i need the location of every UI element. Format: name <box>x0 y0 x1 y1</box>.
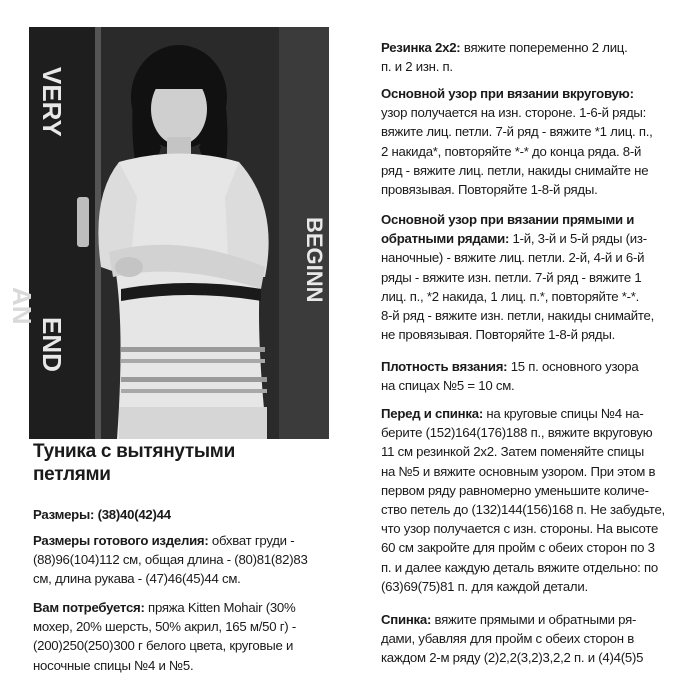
front-back-line-1: на круговые спицы №4 на- <box>482 406 644 421</box>
finished-size-block <box>33 531 333 589</box>
front-back-line-2: берите (152)164(176)188 п., вяжите вкруговую <box>381 425 653 441</box>
materials-line-2: мохер, 20% шерсть, 50% акрил, 165 м/50 г) - <box>33 619 296 635</box>
finished-line-2: (88)96(104)112 см, общая длина - (80)81(82)83 <box>33 552 308 568</box>
round-pattern-block <box>381 84 683 199</box>
sizes-block <box>33 505 333 524</box>
sizes-label: Размеры: <box>33 507 95 522</box>
flat-label-1: Основной узор при вязании прямыми и <box>381 212 635 227</box>
rib-block <box>381 38 683 76</box>
round-line-3: 2 накида*, повторяйте *-* до конца ряда. 8-й <box>381 143 642 159</box>
rib-line-1: вяжите попеременно 2 лиц. <box>460 40 628 55</box>
flat-line-3: ряды - вяжите изн. петли. 7-й ряд - вяжите 1 <box>381 269 642 285</box>
flat-line-2: наночные) - вяжите лиц. петли. 2-й, 4-й и 6-й <box>381 250 645 266</box>
front-back-line-6: ство петель до (132)144(156)168 п. Не забудьте, <box>381 502 665 518</box>
sizes-value: (38)40(42)44 <box>94 507 171 522</box>
article-title-line-2: петлями <box>33 464 111 485</box>
round-line-5: провязывая. Повторяйте 1-8-й ряды. <box>381 182 598 198</box>
front-back-line-4: на №5 и вяжите основным узором. При этом в <box>381 463 656 479</box>
materials-block <box>33 598 333 675</box>
sign-text-beginn: BEGINN <box>302 217 327 303</box>
flat-line-4: лиц. п., *2 накида, 1 лиц. п.*, повторяйте *-*. <box>381 288 640 304</box>
back-line-1: вяжите прямыми и обратными ря- <box>431 612 637 627</box>
front-back-label: Перед и спинка: <box>381 406 483 421</box>
sign-text-very: VERY <box>37 67 67 137</box>
sign-text-end: END <box>37 317 67 372</box>
back-block <box>381 610 683 668</box>
round-line-2: вяжите лиц. петли. 7-й ряд - вяжите *1 лиц. п., <box>381 124 653 140</box>
gauge-line-1: 15 п. основного узора <box>507 359 639 374</box>
materials-line-4: носочные спицы №4 и №5. <box>33 657 194 673</box>
back-label: Спинка: <box>381 612 432 627</box>
gauge-line-2: на спицах №5 = 10 см. <box>381 378 515 394</box>
front-back-block <box>381 404 683 596</box>
round-line-4: ряд - вяжите лиц. петли, накиды снимайте не <box>381 162 649 178</box>
finished-label: Размеры готового изделия: <box>33 533 209 548</box>
front-back-line-7: что узор получается с изн. стороны. На высоте <box>381 521 659 537</box>
tunic-photo <box>7 27 329 439</box>
front-back-line-3: 11 см резинкой 2х2. Затем поменяйте спицы <box>381 444 645 460</box>
rib-label: Резинка 2х2: <box>381 40 461 55</box>
round-label: Основной узор при вязании вкруговую: <box>381 86 634 101</box>
front-back-line-8: 60 см закройте для пройм с обеих сторон по 3 <box>381 540 655 556</box>
flat-line-5: 8-й ряд - вяжите изн. петли, накиды снимайте, <box>381 308 655 324</box>
back-line-3: каждом 2-м ряду (2)2,2(3,2)3,2,2 п. и (4)4(5)5 <box>381 650 644 666</box>
title-block <box>33 440 333 486</box>
materials-line-3: (200)250(250)300 г белого цвета, круговые и <box>33 638 294 654</box>
front-back-line-9: п. и далее каждую деталь вяжите отдельно: по <box>381 559 658 575</box>
flat-pattern-block <box>381 210 683 344</box>
finished-line-1: обхват груди - <box>208 533 295 548</box>
round-line-1: узор получается на изн. стороне. 1-6-й ряды: <box>381 105 647 121</box>
sign-text-an: AN <box>7 287 37 325</box>
flat-line-1: 1-й, 3-й и 5-й ряды (из- <box>509 231 647 247</box>
rib-line-2: п. и 2 изн. п. <box>381 59 453 75</box>
finished-line-3: см, длина рукава - (47)46(45)44 см. <box>33 571 241 587</box>
back-line-2: дами, убавляя для пройм с обеих сторон в <box>381 631 634 647</box>
front-back-line-5: первом ряду равномерно уменьшите количе- <box>381 482 649 498</box>
gauge-block <box>381 357 683 395</box>
materials-label: Вам потребуется: <box>33 600 145 615</box>
materials-line-1: пряжа Kitten Mohair (30% <box>144 600 296 615</box>
front-back-line-10: (63)69(75)81 п. для каждой детали. <box>381 578 588 594</box>
flat-line-6: не провязывая. Повторяйте 1-8-й ряды. <box>381 327 616 343</box>
gauge-label: Плотность вязания: <box>381 359 508 374</box>
flat-label-2: обратными рядами: <box>381 231 510 247</box>
article-title-line-1: Туника с вытянутыми <box>33 441 235 462</box>
